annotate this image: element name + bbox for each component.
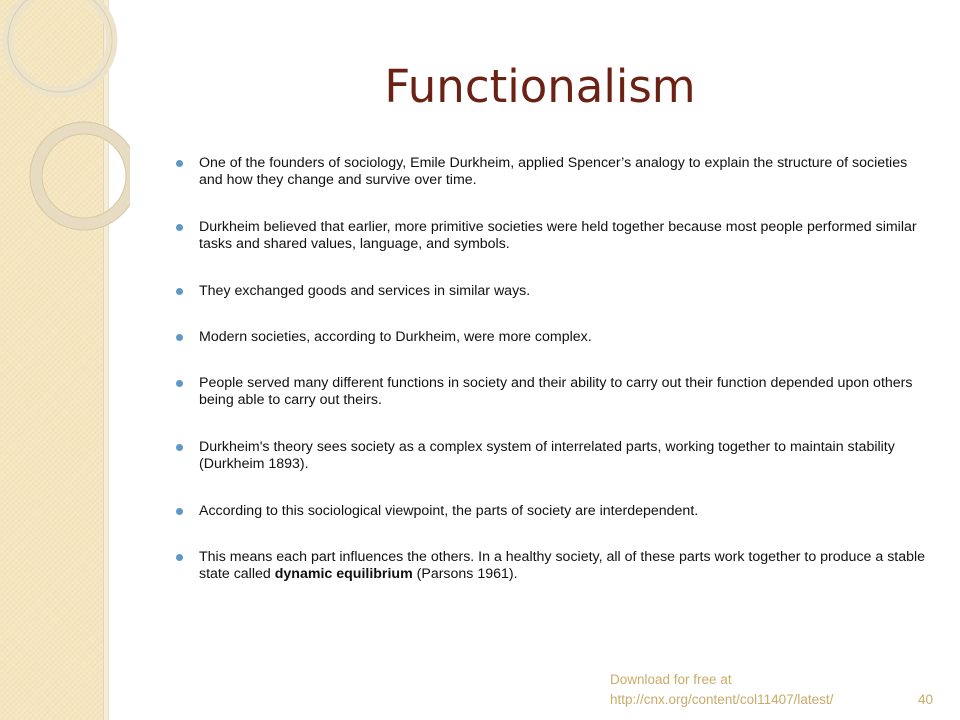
bullet-icon <box>176 444 183 451</box>
decorative-rings-icon <box>0 0 130 240</box>
slide-title: Functionalism <box>384 60 696 113</box>
bullet-icon <box>176 508 183 515</box>
bullet-text: People served many different functions in society and their ability to carry out their function depended upon others being able to carry out theirs. <box>199 375 913 408</box>
bullet-item <box>176 155 931 189</box>
bullet-item <box>176 439 931 473</box>
bullet-item <box>176 503 931 520</box>
bullet-item <box>176 219 931 253</box>
bullet-text-after: (Parsons 1961). <box>412 566 518 582</box>
bullet-icon <box>176 224 183 231</box>
bullet-text: One of the founders of sociology, Emile Durkheim, applied Spencer’s analogy to explain the structure of societies and how they change and survive over time. <box>199 155 908 188</box>
page-number: 40 <box>918 692 934 707</box>
bullet-text-before: This means each part influences the others. In a healthy society, all of these parts work together to produce a stable state called <box>199 549 926 582</box>
bullet-icon <box>176 554 183 561</box>
bullet-item <box>176 375 931 409</box>
bullet-item <box>176 283 931 300</box>
footer-source <box>610 670 910 710</box>
bullet-text: Modern societies, according to Durkheim, were more complex. <box>199 329 592 345</box>
footer-source-line-1: Download for free at <box>610 672 732 687</box>
bullet-list <box>176 155 931 613</box>
bullet-item <box>176 329 931 346</box>
bullet-icon <box>176 334 183 341</box>
bullet-icon <box>176 288 183 295</box>
bullet-icon <box>176 160 183 167</box>
bold-term: dynamic equilibrium <box>274 566 413 582</box>
bullet-text: Durkheim's theory sees society as a complex system of interrelated parts, working together to maintain stability (Durkheim 1893). <box>199 439 895 472</box>
bullet-text: According to this sociological viewpoint, the parts of society are interdependent. <box>199 503 699 519</box>
bullet-item <box>176 549 931 583</box>
bullet-text: They exchanged goods and services in similar ways. <box>199 283 531 299</box>
footer-source-link[interactable]: http://cnx.org/content/col11407/latest/ <box>610 692 834 707</box>
bullet-icon <box>176 380 183 387</box>
bullet-text: Durkheim believed that earlier, more primitive societies were held together because most people performed similar tasks and shared values, language, and symbols. <box>199 219 917 252</box>
